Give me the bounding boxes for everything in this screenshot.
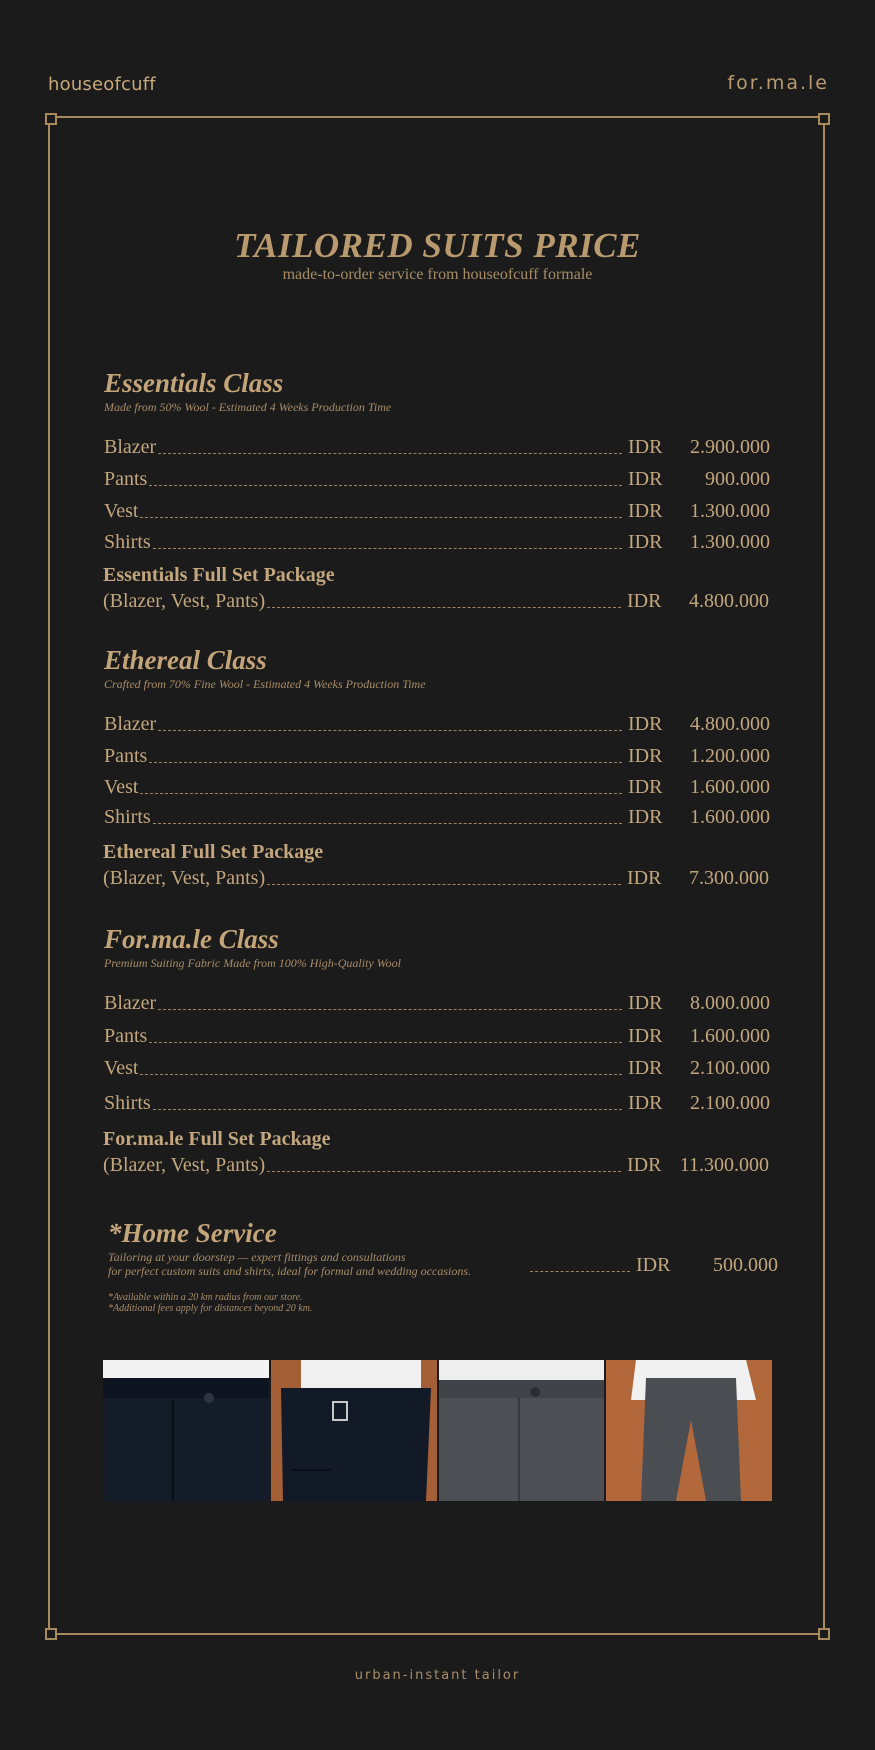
item-label: Pants (104, 1025, 148, 1047)
price-row (104, 806, 770, 829)
price-row (104, 500, 770, 523)
item-label: Vest (104, 500, 139, 522)
brand-logo: houseofcuff (48, 74, 156, 95)
currency: IDR (628, 531, 663, 553)
item-label: Pants (104, 745, 148, 767)
item-price: 2.100.000 (690, 1092, 770, 1114)
trouser-photo-grey-back (606, 1360, 772, 1501)
item-label: Blazer (104, 992, 157, 1014)
item-price: 1.300.000 (690, 500, 770, 522)
currency: IDR (628, 1025, 663, 1047)
essentials-class-section (104, 368, 774, 628)
currency: IDR (627, 590, 662, 612)
item-price: 2.900.000 (690, 436, 770, 458)
ethereal-class-section (104, 645, 774, 905)
section-title: Ethereal Class (104, 645, 267, 675)
page-title: TAILORED SUITS PRICE (234, 226, 641, 265)
leader-dots (140, 1074, 622, 1075)
currency: IDR (628, 713, 663, 735)
currency: IDR (627, 1154, 662, 1176)
item-price: 900.000 (705, 468, 770, 490)
trouser-photo-grey-front (439, 1360, 605, 1501)
item-price: 2.100.000 (690, 1057, 770, 1079)
package-row (103, 590, 769, 613)
currency: IDR (628, 992, 663, 1014)
price-row (104, 1025, 770, 1048)
package-label: (Blazer, Vest, Pants) (103, 1154, 266, 1176)
package-label: (Blazer, Vest, Pants) (103, 867, 266, 889)
leader-dots (153, 1109, 622, 1110)
price-row (104, 745, 770, 768)
item-label: Shirts (104, 1092, 151, 1114)
trouser-photo-navy-side (271, 1360, 437, 1501)
service-note: *Available within a 20 km radius from our store. (108, 1292, 303, 1303)
item-label: Blazer (104, 436, 157, 458)
item-price: 1.600.000 (690, 1025, 770, 1047)
leader-dots (140, 793, 622, 794)
item-label: Vest (104, 776, 139, 798)
section-subtitle: Premium Suiting Fabric Made from 100% High-Quality Wool (104, 956, 401, 970)
service-notes (108, 1292, 778, 1314)
page-subtitle: made-to-order service from houseofcuff formale (282, 266, 593, 283)
service-desc-line: Tailoring at your doorstep — expert fittings and consultations (108, 1250, 406, 1264)
section-title: For.ma.le Class (104, 924, 279, 954)
package-price: 7.300.000 (689, 867, 769, 889)
service-note: *Additional fees apply for distances beyond 20 km. (108, 1303, 313, 1314)
leader-dots (153, 548, 622, 549)
formale-class-section (104, 924, 774, 1184)
section-subtitle: Made from 50% Wool - Estimated 4 Weeks Production Time (104, 400, 392, 414)
item-price: 1.300.000 (690, 531, 770, 553)
leader-dots (158, 453, 622, 454)
leader-dots (149, 1042, 622, 1043)
currency: IDR (628, 806, 663, 828)
section-title: *Home Service (108, 1218, 277, 1248)
leader-dots (149, 762, 622, 763)
leader-dots (158, 730, 622, 731)
currency: IDR (628, 1092, 663, 1114)
frame-corner (45, 1628, 57, 1640)
leader-dots (153, 823, 622, 824)
package-price: 11.300.000 (679, 1154, 769, 1176)
price-row (104, 992, 770, 1015)
currency: IDR (628, 776, 663, 798)
item-price: 4.800.000 (690, 713, 770, 735)
frame-corner (818, 113, 830, 125)
service-desc-line: for perfect custom suits and shirts, ideal for formal and wedding occasions. (108, 1264, 471, 1278)
price-row (104, 1092, 770, 1115)
currency: IDR (628, 468, 663, 490)
package-title: For.ma.le Full Set Package (103, 1128, 331, 1150)
leader-dots (267, 1171, 621, 1172)
footer-tagline: urban-instant tailor (354, 1668, 521, 1683)
package-price: 4.800.000 (689, 590, 769, 612)
price-row (104, 1057, 770, 1080)
item-label: Blazer (104, 713, 157, 735)
package-title: Ethereal Full Set Package (103, 841, 324, 863)
leader-dots (530, 1271, 630, 1272)
item-price: 1.200.000 (690, 745, 770, 767)
item-price: 1.600.000 (690, 776, 770, 798)
leader-dots (140, 517, 622, 518)
package-label: (Blazer, Vest, Pants) (103, 590, 266, 612)
package-row (103, 1154, 769, 1177)
item-price: 500.000 (713, 1254, 778, 1276)
item-price: 1.600.000 (690, 806, 770, 828)
price-row (104, 468, 770, 491)
item-label: Vest (104, 1057, 139, 1079)
package-title: Essentials Full Set Package (103, 564, 335, 586)
frame-corner (45, 113, 57, 125)
currency: IDR (628, 500, 663, 522)
price-row (104, 713, 770, 736)
trouser-photo-navy-front (103, 1360, 269, 1501)
brand-right-logo: for.ma.le (727, 72, 829, 94)
item-label: Shirts (104, 531, 151, 553)
leader-dots (149, 485, 622, 486)
currency: IDR (628, 436, 663, 458)
currency: IDR (628, 1057, 663, 1079)
item-price: 8.000.000 (690, 992, 770, 1014)
item-label: Pants (104, 468, 148, 490)
package-row (103, 867, 769, 890)
price-row (104, 776, 770, 799)
price-row (528, 1254, 778, 1277)
price-row (104, 531, 770, 554)
home-service-section (108, 1218, 778, 1338)
section-title: Essentials Class (104, 368, 284, 398)
trouser-photos (103, 1360, 772, 1501)
leader-dots (267, 607, 621, 608)
price-row (104, 436, 770, 459)
item-label: Shirts (104, 806, 151, 828)
currency: IDR (627, 867, 662, 889)
currency: IDR (628, 745, 663, 767)
leader-dots (158, 1009, 622, 1010)
currency: IDR (636, 1254, 671, 1276)
section-subtitle: Crafted from 70% Fine Wool - Estimated 4 Weeks Production Time (104, 677, 426, 691)
frame-corner (818, 1628, 830, 1640)
leader-dots (267, 884, 621, 885)
